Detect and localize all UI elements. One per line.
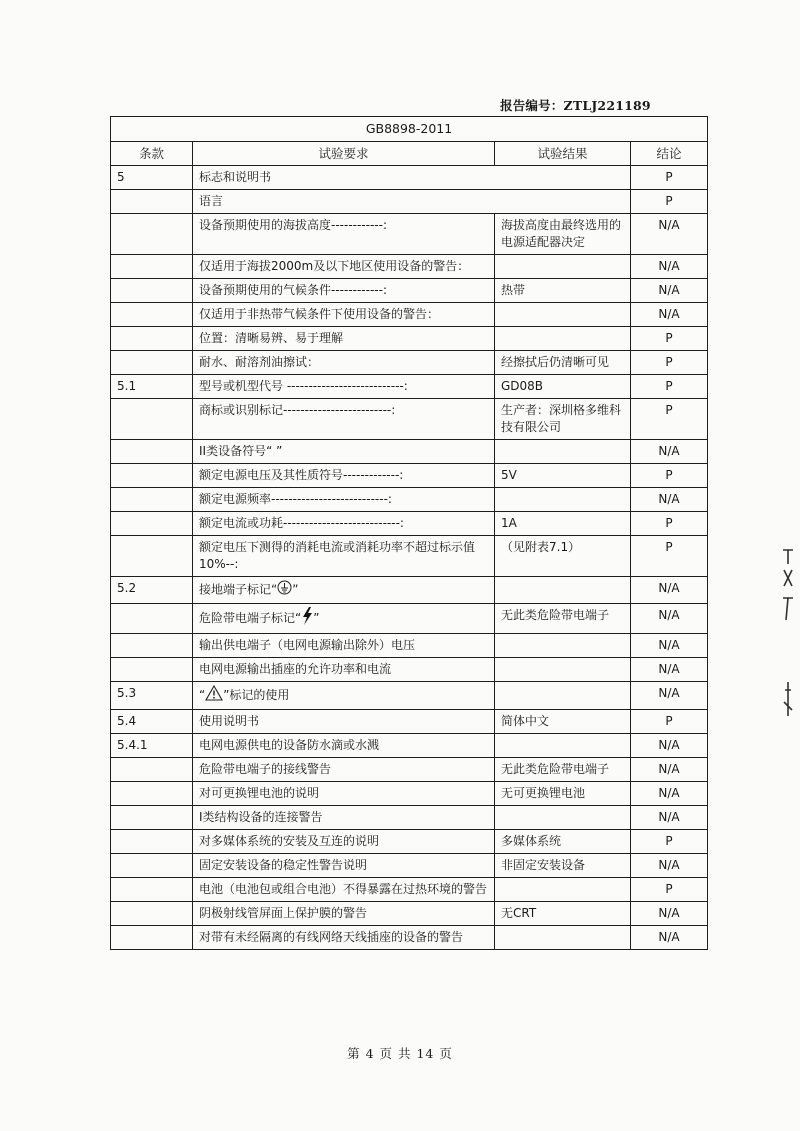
- table-row: [111, 351, 708, 375]
- table-row: [111, 279, 708, 303]
- clause-cell: 5.3: [111, 682, 193, 710]
- verdict-cell: N/A: [631, 255, 708, 279]
- table-row: [111, 488, 708, 512]
- result-cell: 简体中文: [495, 710, 631, 734]
- clause-cell: [111, 926, 193, 950]
- result-cell: 多媒体系统: [495, 830, 631, 854]
- header-row: [111, 142, 708, 166]
- verdict-cell: N/A: [631, 658, 708, 682]
- table-row: [111, 604, 708, 634]
- report-number: 报告编号：ZTLJ221189: [500, 98, 651, 113]
- requirement-cell: 对多媒体系统的安装及互连的说明: [193, 830, 495, 854]
- clause-cell: [111, 806, 193, 830]
- requirement-cell: 型号或机型代号 ---------------------------:: [193, 375, 495, 399]
- clause-cell: [111, 327, 193, 351]
- requirement-text-before: 危险带电端子标记“: [199, 611, 302, 625]
- clause-cell: 5.1: [111, 375, 193, 399]
- requirement-cell: [193, 577, 495, 604]
- verdict-cell: P: [631, 830, 708, 854]
- table-row: [111, 512, 708, 536]
- requirement-cell: 危险带电端子的接线警告: [193, 758, 495, 782]
- clause-cell: [111, 854, 193, 878]
- requirement-cell: 固定安装设备的稳定性警告说明: [193, 854, 495, 878]
- clause-cell: [111, 399, 193, 440]
- requirement-cell: 商标或识别标记-------------------------:: [193, 399, 495, 440]
- verdict-cell: N/A: [631, 806, 708, 830]
- result-cell: [495, 734, 631, 758]
- verdict-cell: N/A: [631, 279, 708, 303]
- clause-cell: [111, 190, 193, 214]
- table-row: [111, 926, 708, 950]
- table-row: [111, 190, 708, 214]
- requirement-cell: [193, 604, 495, 634]
- clause-cell: 5: [111, 166, 193, 190]
- header-requirement: 试验要求: [193, 142, 495, 166]
- result-cell: 生产者：深圳格多维科技有限公司: [495, 399, 631, 440]
- verdict-cell: N/A: [631, 440, 708, 464]
- result-cell: [495, 303, 631, 327]
- table-row: [111, 658, 708, 682]
- result-cell: 热带: [495, 279, 631, 303]
- clause-cell: [111, 604, 193, 634]
- result-cell: [495, 926, 631, 950]
- table-row: [111, 327, 708, 351]
- table-row: [111, 854, 708, 878]
- verdict-cell: P: [631, 536, 708, 577]
- result-cell: [495, 682, 631, 710]
- requirement-cell: 语言: [193, 190, 631, 214]
- verdict-cell: P: [631, 710, 708, 734]
- clause-cell: [111, 878, 193, 902]
- result-cell: [495, 806, 631, 830]
- clause-cell: [111, 782, 193, 806]
- result-cell: 无CRT: [495, 902, 631, 926]
- verdict-cell: N/A: [631, 926, 708, 950]
- clause-cell: [111, 255, 193, 279]
- table-row: [111, 255, 708, 279]
- verdict-cell: P: [631, 351, 708, 375]
- result-cell: 5V: [495, 464, 631, 488]
- test-results-table: [110, 116, 708, 950]
- verdict-cell: N/A: [631, 488, 708, 512]
- clause-cell: 5.4: [111, 710, 193, 734]
- requirement-cell: 位置：清晰易辨、易于理解: [193, 327, 495, 351]
- table-row: [111, 303, 708, 327]
- clause-cell: [111, 536, 193, 577]
- verdict-cell: N/A: [631, 577, 708, 604]
- table-row: [111, 878, 708, 902]
- requirement-cell: 对带有未经隔离的有线网络天线插座的设备的警告: [193, 926, 495, 950]
- result-cell: 无此类危险带电端子: [495, 758, 631, 782]
- result-cell: 非固定安装设备: [495, 854, 631, 878]
- clause-cell: [111, 351, 193, 375]
- requirement-cell: 对可更换锂电池的说明: [193, 782, 495, 806]
- clause-cell: [111, 758, 193, 782]
- requirement-cell: 设备预期使用的气候条件------------:: [193, 279, 495, 303]
- table-row: [111, 214, 708, 255]
- warning-triangle-icon: [205, 685, 223, 706]
- result-cell: 无此类危险带电端子: [495, 604, 631, 634]
- clause-cell: [111, 830, 193, 854]
- verdict-cell: N/A: [631, 854, 708, 878]
- requirement-cell: 额定电源频率---------------------------:: [193, 488, 495, 512]
- verdict-cell: N/A: [631, 758, 708, 782]
- table-row: [111, 782, 708, 806]
- table-row: [111, 710, 708, 734]
- requirement-cell: 仅适用于海拔2000m及以下地区使用设备的警告：: [193, 255, 495, 279]
- clause-cell: 5.2: [111, 577, 193, 604]
- table-row: [111, 399, 708, 440]
- verdict-cell: N/A: [631, 734, 708, 758]
- requirement-text-after: ”: [292, 582, 299, 597]
- verdict-cell: N/A: [631, 634, 708, 658]
- requirement-cell: 电网电源输出插座的允许功率和电流: [193, 658, 495, 682]
- requirement-text-after: ”: [313, 611, 320, 625]
- requirement-cell: Ⅰ类结构设备的连接警告: [193, 806, 495, 830]
- table-row: [111, 440, 708, 464]
- clause-cell: [111, 464, 193, 488]
- header-result: 试验结果: [495, 142, 631, 166]
- verdict-cell: P: [631, 878, 708, 902]
- margin-seal-stamp: [780, 540, 796, 740]
- requirement-cell: 输出供电端子（电网电源输出除外）电压: [193, 634, 495, 658]
- requirement-text-before: 接地端子标记“: [199, 582, 278, 597]
- clause-cell: [111, 634, 193, 658]
- result-cell: [495, 634, 631, 658]
- requirement-cell: 设备预期使用的海拔高度------------:: [193, 214, 495, 255]
- table-row: [111, 577, 708, 604]
- table-row: [111, 806, 708, 830]
- clause-cell: [111, 488, 193, 512]
- table-row: [111, 634, 708, 658]
- result-cell: [495, 878, 631, 902]
- requirement-text-after: ”标记的使用: [223, 688, 290, 702]
- page-footer: 第 4 页 共 14 页: [347, 1046, 453, 1061]
- verdict-cell: P: [631, 190, 708, 214]
- requirement-cell: 额定电流或功耗---------------------------:: [193, 512, 495, 536]
- table-row: [111, 682, 708, 710]
- requirement-cell: 额定电源电压及其性质符号-------------:: [193, 464, 495, 488]
- result-cell: [495, 488, 631, 512]
- table-row: [111, 902, 708, 926]
- clause-cell: [111, 440, 193, 464]
- header-verdict: 结论: [631, 142, 708, 166]
- result-cell: 海拔高度由最终选用的电源适配器决定: [495, 214, 631, 255]
- table-row: [111, 375, 708, 399]
- table-body: [111, 166, 708, 950]
- verdict-cell: N/A: [631, 303, 708, 327]
- result-cell: GD08B: [495, 375, 631, 399]
- requirement-cell: 标志和说明书: [193, 166, 631, 190]
- verdict-cell: N/A: [631, 902, 708, 926]
- requirement-cell: 仅适用于非热带气候条件下使用设备的警告：: [193, 303, 495, 327]
- requirement-cell: 电网电源供电的设备防水滴或水溅: [193, 734, 495, 758]
- verdict-cell: P: [631, 375, 708, 399]
- requirement-cell: 使用说明书: [193, 710, 495, 734]
- clause-cell: 5.4.1: [111, 734, 193, 758]
- requirement-cell: 耐水、耐溶剂油擦试：: [193, 351, 495, 375]
- clause-cell: [111, 658, 193, 682]
- verdict-cell: N/A: [631, 682, 708, 710]
- requirement-cell: 阴极射线管屏面上保护膜的警告: [193, 902, 495, 926]
- clause-cell: [111, 902, 193, 926]
- result-cell: （见附表7.1）: [495, 536, 631, 577]
- result-cell: 经擦拭后仍清晰可见: [495, 351, 631, 375]
- result-cell: [495, 327, 631, 351]
- result-cell: [495, 440, 631, 464]
- earth-ground-icon: [277, 580, 292, 600]
- requirement-cell: II类设备符号“ ”: [193, 440, 495, 464]
- lightning-bolt-icon: [301, 607, 313, 630]
- requirement-cell: [193, 682, 495, 710]
- clause-cell: [111, 279, 193, 303]
- table-row: [111, 166, 708, 190]
- result-cell: [495, 577, 631, 604]
- result-cell: 1A: [495, 512, 631, 536]
- standard-row: [111, 117, 708, 142]
- table-row: [111, 830, 708, 854]
- verdict-cell: P: [631, 464, 708, 488]
- table-row: [111, 464, 708, 488]
- header-clause: 条款: [111, 142, 193, 166]
- result-cell: 无可更换锂电池: [495, 782, 631, 806]
- requirement-text-before: “: [199, 688, 206, 702]
- result-cell: [495, 255, 631, 279]
- verdict-cell: P: [631, 327, 708, 351]
- verdict-cell: P: [631, 512, 708, 536]
- verdict-cell: P: [631, 399, 708, 440]
- table-row: [111, 734, 708, 758]
- result-cell: [495, 658, 631, 682]
- standard-title: GB8898-2011: [111, 117, 708, 142]
- clause-cell: [111, 512, 193, 536]
- clause-cell: [111, 303, 193, 327]
- verdict-cell: P: [631, 166, 708, 190]
- table-row: [111, 536, 708, 577]
- verdict-cell: N/A: [631, 782, 708, 806]
- table-row: [111, 758, 708, 782]
- requirement-cell: 电池（电池包或组合电池）不得暴露在过热环境的警告: [193, 878, 495, 902]
- requirement-cell: 额定电压下测得的消耗电流或消耗功率不超过标示值10%--:: [193, 536, 495, 577]
- clause-cell: [111, 214, 193, 255]
- verdict-cell: N/A: [631, 604, 708, 634]
- verdict-cell: N/A: [631, 214, 708, 255]
